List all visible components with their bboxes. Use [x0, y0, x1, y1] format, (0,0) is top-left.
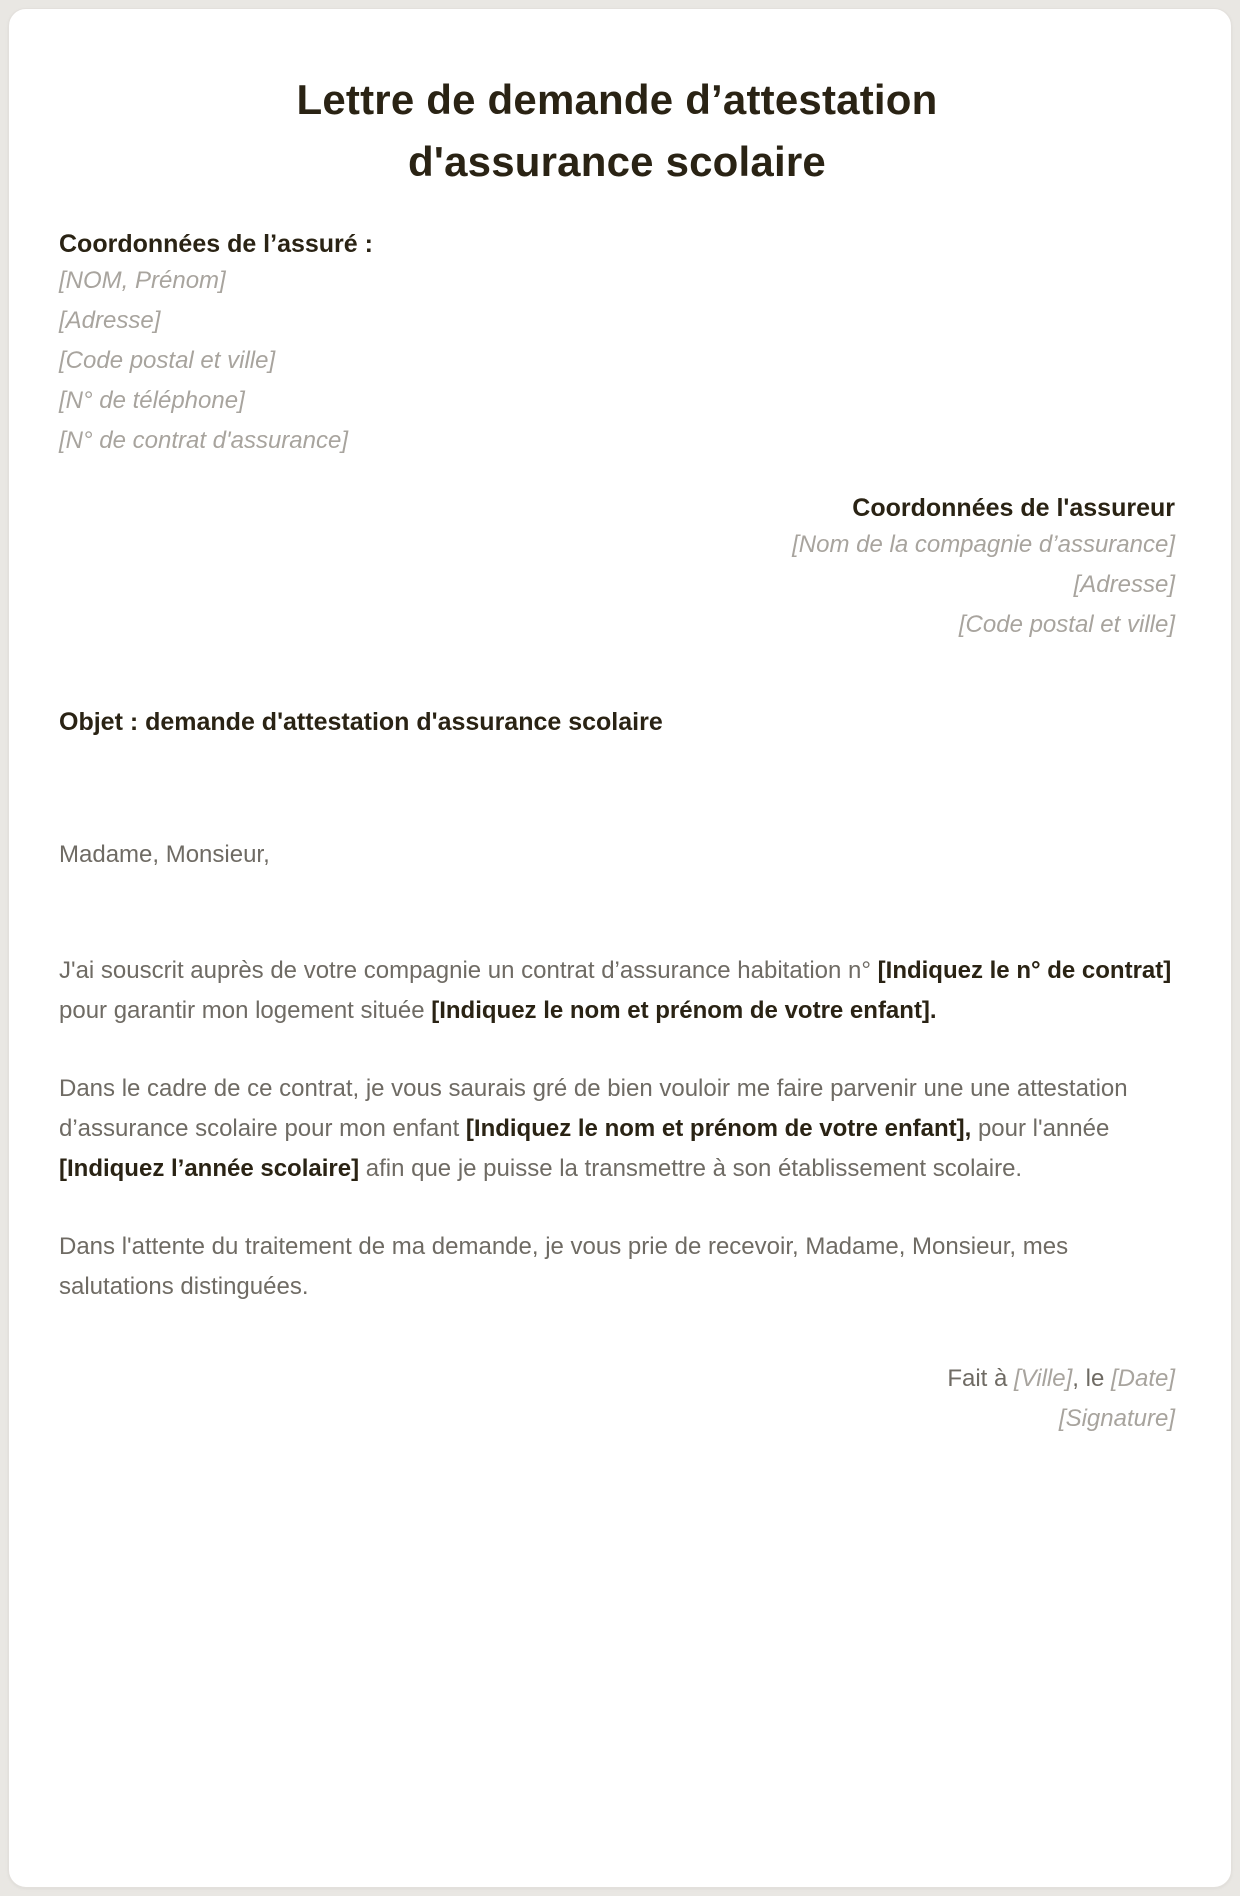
- insured-name-placeholder: [NOM, Prénom]: [59, 267, 226, 294]
- closing-fait-a: Fait à: [947, 1365, 1015, 1392]
- insured-section: [59, 227, 1175, 461]
- insured-city-placeholder: [Code postal et ville]: [59, 347, 276, 374]
- insurer-address-placeholder: [Adresse]: [1073, 571, 1175, 598]
- insured-heading: Coordonnées de l’assuré :: [59, 230, 373, 258]
- closing-place-date-line: [59, 1359, 1175, 1399]
- letter-card: [8, 8, 1232, 1888]
- salutation: Madame, Monsieur,: [59, 841, 270, 868]
- city-placeholder: [Ville]: [1014, 1365, 1073, 1392]
- insurer-heading: Coordonnées de l'assureur: [852, 494, 1175, 522]
- insurer-company-placeholder: [Nom de la compagnie d’assurance]: [792, 531, 1175, 558]
- paragraph-salutation: Dans l'attente du traitement de ma demande, je vous prie de recevoir, Madame, Monsieur, mes salutations distinguées.: [59, 1233, 1069, 1300]
- date-placeholder: [Date]: [1110, 1365, 1175, 1392]
- insurer-section: [59, 491, 1175, 645]
- title-line-1: Lettre de demande d’attestation: [296, 76, 938, 123]
- insured-contract-placeholder: [N° de contrat d'assurance]: [59, 427, 348, 454]
- closing-block: [59, 1359, 1175, 1439]
- letter-title: [59, 69, 1175, 193]
- title-line-2: d'assurance scolaire: [408, 138, 826, 185]
- signature-placeholder: [Signature]: [1058, 1405, 1175, 1432]
- closing-le: , le: [1072, 1365, 1111, 1392]
- paragraph-contract: J'ai souscrit auprès de votre compagnie un contrat d’assurance habitation n° [Indiquez le n° de contrat] pour garantir mon logement située [Indiquez le nom et prénom de votre enfant].: [59, 957, 1172, 1024]
- paragraph-request: Dans le cadre de ce contrat, je vous saurais gré de bien vouloir me faire parvenir une une attestation d’assurance scolaire pour mon enfant [Indiquez le nom et prénom de votre enfant], pour l'année [Indiquez l’année scolaire] afin que je puisse la transmettre à son établissement scolaire.: [59, 1075, 1128, 1182]
- subject-line: Objet : demande d'attestation d'assurance scolaire: [59, 708, 663, 736]
- insured-address-placeholder: [Adresse]: [59, 307, 161, 334]
- insured-phone-placeholder: [N° de téléphone]: [59, 387, 245, 414]
- insurer-city-placeholder: [Code postal et ville]: [958, 611, 1175, 638]
